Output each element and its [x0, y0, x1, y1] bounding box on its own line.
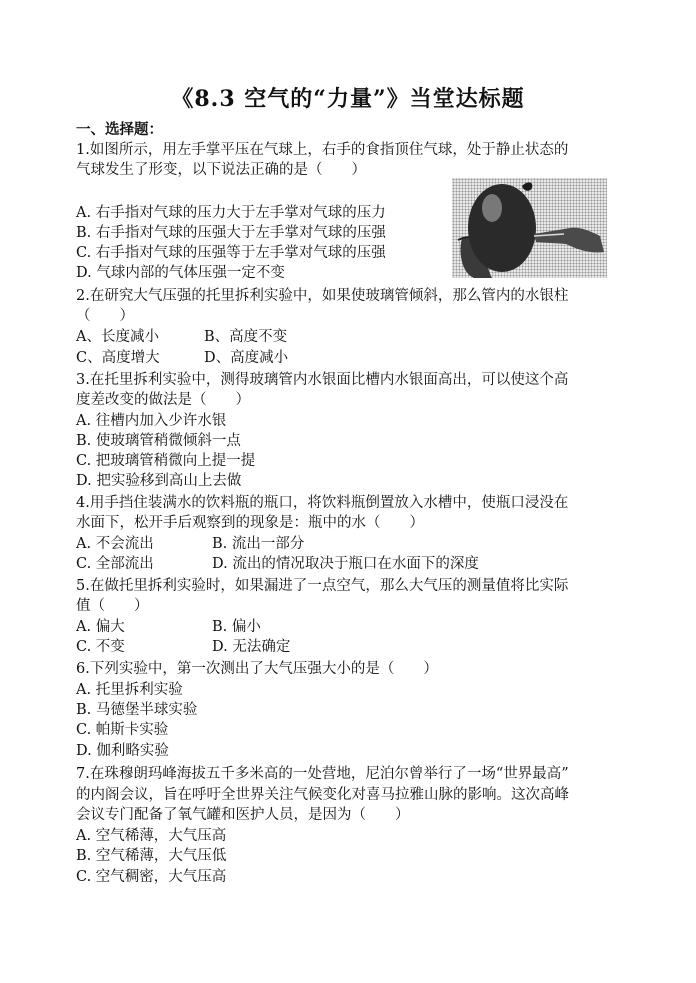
question-6-option-c: C. 帕斯卡实验 — [76, 722, 169, 738]
question-3-option-c: C. 把玻璃管稍微向上提一提 — [76, 453, 256, 469]
question-7-stem-line-2: 的内阁会议，旨在呼吁全世界关注气候变化对喜马拉雅山脉的影响。这次高峰 — [76, 787, 569, 803]
question-1-option-b: B. 右手指对气球的压强大于左手掌对气球的压强 — [76, 225, 386, 241]
question-3-option-d: D. 把实验移到高山上去做 — [76, 473, 242, 489]
question-4-stem-line-2: 水面下，松开手后观察到的现象是：瓶中的水（ ） — [76, 515, 424, 531]
question-6-option-a: A. 托里拆利实验 — [76, 682, 183, 698]
question-4-option-d: D. 流出的情况取决于瓶口在水面下的深度 — [212, 556, 479, 572]
page-title: 《8.3 空气的“力量”》当堂达标题 — [171, 86, 525, 112]
question-2-option-b: B、高度不变 — [204, 329, 288, 345]
question-2-option-a: A、长度减小 — [76, 329, 159, 345]
question-5-stem-line-2: 值（ ） — [76, 598, 149, 614]
question-7-option-b: B. 空气稀薄，大气压低 — [76, 848, 227, 864]
question-4-option-c: C. 全部流出 — [76, 556, 154, 572]
question-5-option-a: A. 偏大 — [76, 619, 125, 635]
question-7-option-a: A. 空气稀薄，大气压高 — [76, 828, 227, 844]
question-6-option-b: B. 马德堡半球实验 — [76, 702, 198, 718]
question-3-stem-line-2: 度差改变的做法是（ ） — [76, 392, 250, 408]
question-3-option-a: A. 往槽内加入少许水银 — [76, 413, 227, 429]
question-5-option-c: C. 不变 — [76, 639, 125, 655]
question-1-option-c: C. 右手指对气球的压强等于左手掌对气球的压强 — [76, 245, 386, 261]
question-7-option-c: C. 空气稠密，大气压高 — [76, 869, 227, 885]
balloon-illustration — [452, 178, 607, 278]
question-6-stem-line-1: 6.下列实验中，第一次测出了大气压强大小的是（ ） — [76, 661, 438, 677]
question-1-option-d: D. 气球内部的气体压强一定不变 — [76, 265, 285, 281]
question-7-stem-line-1: 7.在珠穆朗玛峰海拔五千多米高的一处营地，尼泊尔曾举行了一场“世界最高” — [76, 766, 569, 782]
question-5-option-d: D. 无法确定 — [212, 639, 291, 655]
question-4-option-a: A. 不会流出 — [76, 536, 154, 552]
question-1-stem-line-2: 气球发生了形变，以下说法正确的是（ ） — [76, 162, 366, 178]
section-heading: 一、选择题： — [76, 121, 163, 138]
question-4-option-b: B. 流出一部分 — [212, 536, 305, 552]
question-5-stem-line-1: 5.在做托里拆利实验时，如果漏进了一点空气，那么大气压的测量值将比实际 — [76, 578, 569, 594]
question-2-option-c: C、高度增大 — [76, 350, 160, 366]
question-2-option-d: D、高度减小 — [204, 350, 289, 366]
question-3-option-b: B. 使玻璃管稍微倾斜一点 — [76, 433, 241, 449]
balloon-figure — [452, 178, 607, 278]
question-5-option-b: B. 偏小 — [212, 619, 261, 635]
question-3-stem-line-1: 3.在托里拆利实验中，测得玻璃管内水银面比槽内水银面高出，可以使这个高 — [76, 372, 569, 388]
question-2-stem-line-2: （ ） — [76, 308, 134, 324]
question-1-option-a: A. 右手指对气球的压力大于左手掌对气球的压力 — [76, 205, 386, 221]
question-7-stem-line-3: 会议专门配备了氧气罐和医护人员，是因为（ ） — [76, 807, 410, 823]
question-4-stem-line-1: 4.用手挡住装满水的饮料瓶的瓶口，将饮料瓶倒置放入水槽中，使瓶口浸没在 — [76, 495, 569, 511]
question-1-stem-line-1: 1.如图所示，用左手掌平压在气球上，右手的食指顶住气球，处于静止状态的 — [76, 142, 569, 158]
question-6-option-d: D. 伽利略实验 — [76, 743, 169, 759]
question-2-stem-line-1: 2.在研究大气压强的托里拆利实验中，如果使玻璃管倾斜，那么管内的水银柱 — [76, 288, 569, 304]
